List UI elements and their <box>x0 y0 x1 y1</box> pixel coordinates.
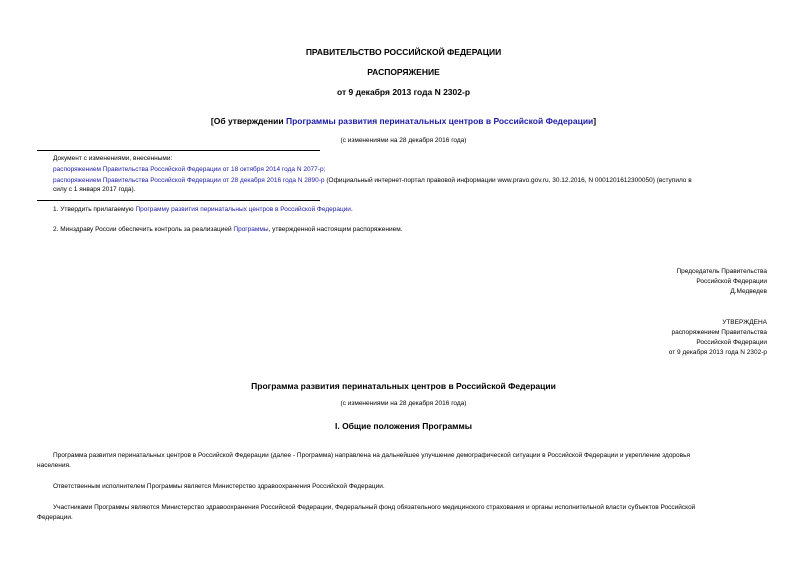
clause-2 <box>53 226 402 233</box>
approval-decree: распоряжением Правительства <box>671 329 767 336</box>
paragraph-1-line-1: Программа развития перинатальных центров в Российской Федерации (далее - Программа) направлена на дальнейшее улучшение демографической ситуации в Российской Федерации и укрепление здоровья <box>53 452 691 459</box>
amendment-link-2016[interactable]: распоряжением Правительства Российской Федерации от 28 декабря 2016 года N 2890-р <box>53 177 325 184</box>
program-title-link[interactable]: Программы развития перинатальных центров в Российской Федерации <box>285 116 594 126</box>
clause-2-program-link[interactable]: Программы <box>233 226 269 233</box>
paragraph-3 <box>37 503 770 522</box>
amendment-2016-effective: силу с 1 января 2017 года). <box>53 186 136 193</box>
program-title: Программа развития перинатальных центров в Российской Федерации <box>251 381 556 391</box>
government-heading: ПРАВИТЕЛЬСТВО РОССИЙСКОЙ ФЕДЕРАЦИИ <box>305 47 502 57</box>
approval-heading: УТВЕРЖДЕНА <box>722 319 767 326</box>
paragraph-1-line-2: населения. <box>37 461 71 469</box>
paragraph-3-line-2: Федерации. <box>37 513 73 521</box>
document-title <box>0 116 807 126</box>
clause-1-program-link[interactable]: Программу развития перинатальных центров в Российской Федерации <box>135 206 351 213</box>
clause-1-prefix: 1. Утвердить прилагаемую <box>53 206 136 213</box>
signature-name: Д.Медведев <box>730 288 767 295</box>
document-type: РАСПОРЯЖЕНИЕ <box>367 67 440 77</box>
section-heading: I. Общие положения Программы <box>334 421 473 431</box>
amendment-2016-details: (Официальный интернет-портал правовой информации www.pravo.gov.ru, 30.12.2016, N 0001201612300050) (вступило в <box>324 177 692 184</box>
paragraph-3-line-1: Участниками Программы являются Министерство здравоохранения Российской Федерации, Федеральный фонд обязательного медицинского страхования и органы исполнительной власти субъектов Российской <box>53 504 696 511</box>
program-changes-note: (с изменениями на 28 декабря 2016 года) <box>340 400 467 407</box>
clause-1-suffix: . <box>350 206 353 213</box>
clause-2-prefix: 2. Минздраву России обеспечить контроль за реализацией <box>53 226 234 233</box>
clause-2-suffix: , утвержденной настоящим распоряжением. <box>268 226 403 233</box>
paragraph-2: Ответственным исполнителем Программы является Министерство здравоохранения Российской Федерации. <box>53 483 385 490</box>
paragraph-1 <box>37 451 770 470</box>
amendment-line-2016 <box>53 177 692 184</box>
signature-position: Председатель Правительства <box>676 268 767 275</box>
amendment-link-2014[interactable]: распоряжением Правительства Российской Федерации от 18 октября 2014 года N 2077-р; <box>53 166 326 173</box>
document-date-number: от 9 декабря 2013 года N 2302-р <box>336 87 471 97</box>
amendments-intro: Документ с изменениями, внесенными: <box>53 155 173 162</box>
signature-country: Российской Федерации <box>696 278 767 285</box>
title-suffix: ] <box>593 116 597 126</box>
separator-bottom <box>37 200 320 201</box>
separator-top <box>37 150 320 151</box>
approval-date-number: от 9 декабря 2013 года N 2302-р <box>668 349 767 356</box>
title-prefix: [Об утверждении <box>210 116 286 126</box>
clause-1 <box>53 206 353 213</box>
approval-country: Российской Федерации <box>696 339 767 346</box>
changes-note: (с изменениями на 28 декабря 2016 года) <box>340 137 467 144</box>
